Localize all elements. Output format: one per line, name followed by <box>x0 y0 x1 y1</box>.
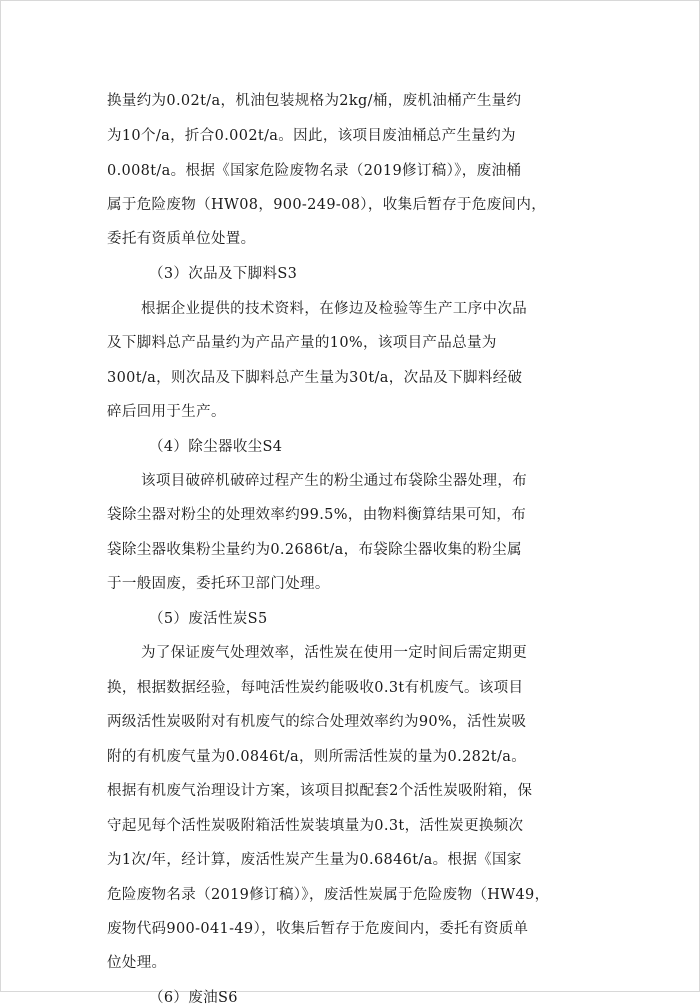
text-line: 该项目破碎机破碎过程产生的粉尘通过布袋除尘器处理，布 <box>141 473 528 489</box>
section-heading-s5: （5）废活性炭S5 <box>149 611 268 627</box>
text-line: 守起见每个活性炭吸附箱活性炭装填量为0.3t，活性炭更换频次 <box>107 818 524 834</box>
text-line: 袋除尘器对粉尘的处理效率约99.5%，由物料衡算结果可知，布 <box>107 507 527 523</box>
text-line: 换，根据数据经验，每吨活性炭约能吸收0.3t有机废气。该项目 <box>107 680 524 696</box>
text-line: 为10个/a，折合0.002t/a。因此，该项目废油桶总产生量约为 <box>107 128 516 144</box>
text-line: 为了保证废气处理效率，活性炭在使用一定时间后需定期更 <box>141 645 528 661</box>
text-line: 300t/a，则次品及下脚料总产生量为30t/a，次品及下脚料经破 <box>107 370 523 386</box>
text-line: 为1次/年，经计算，废活性炭产生量为0.6846t/a。根据《国家 <box>107 852 522 868</box>
text-line: 危险废物名录（2019修订稿）》，废活性炭属于危险废物（HW49， <box>107 887 550 903</box>
section-heading-s3: （3）次品及下脚料S3 <box>149 266 298 282</box>
section-heading-s6: （6）废油S6 <box>149 990 238 1006</box>
text-line: 于一般固废，委托环卫部门处理。 <box>107 576 330 592</box>
text-line: 附的有机废气量为0.0846t/a，则所需活性炭的量为0.282t/a。 <box>107 749 527 765</box>
text-line: 碎后回用于生产。 <box>107 404 226 420</box>
text-line: 属于危险废物（HW08，900-249-08），收集后暂存于危废间内， <box>107 197 547 213</box>
text-line: 位处理。 <box>107 955 167 971</box>
text-line: 两级活性炭吸附对有机废气的综合处理效率约为90%，活性炭吸 <box>107 714 527 730</box>
text-line: 换量约为0.02t/a，机油包装规格为2kg/桶，废机油桶产生量约 <box>107 93 522 109</box>
text-line: 根据有机废气治理设计方案，该项目拟配套2个活性炭吸附箱，保 <box>107 783 533 799</box>
text-line: 废物代码900-041-49），收集后暂存于危废间内，委托有资质单 <box>107 921 529 937</box>
section-heading-s4: （4）除尘器收尘S4 <box>149 439 283 455</box>
text-line: 根据企业提供的技术资料，在修边及检验等生产工序中次品 <box>141 301 528 317</box>
text-line: 委托有资质单位处置。 <box>107 231 256 247</box>
text-line: 及下脚料总产品量约为产品产量的10%，该项目产品总量为 <box>107 335 497 351</box>
text-line: 袋除尘器收集粉尘量约为0.2686t/a，布袋除尘器收集的粉尘属 <box>107 542 522 558</box>
text-line: 0.008t/a。根据《国家危险废物名录（2019修订稿）》，废油桶 <box>107 163 522 179</box>
